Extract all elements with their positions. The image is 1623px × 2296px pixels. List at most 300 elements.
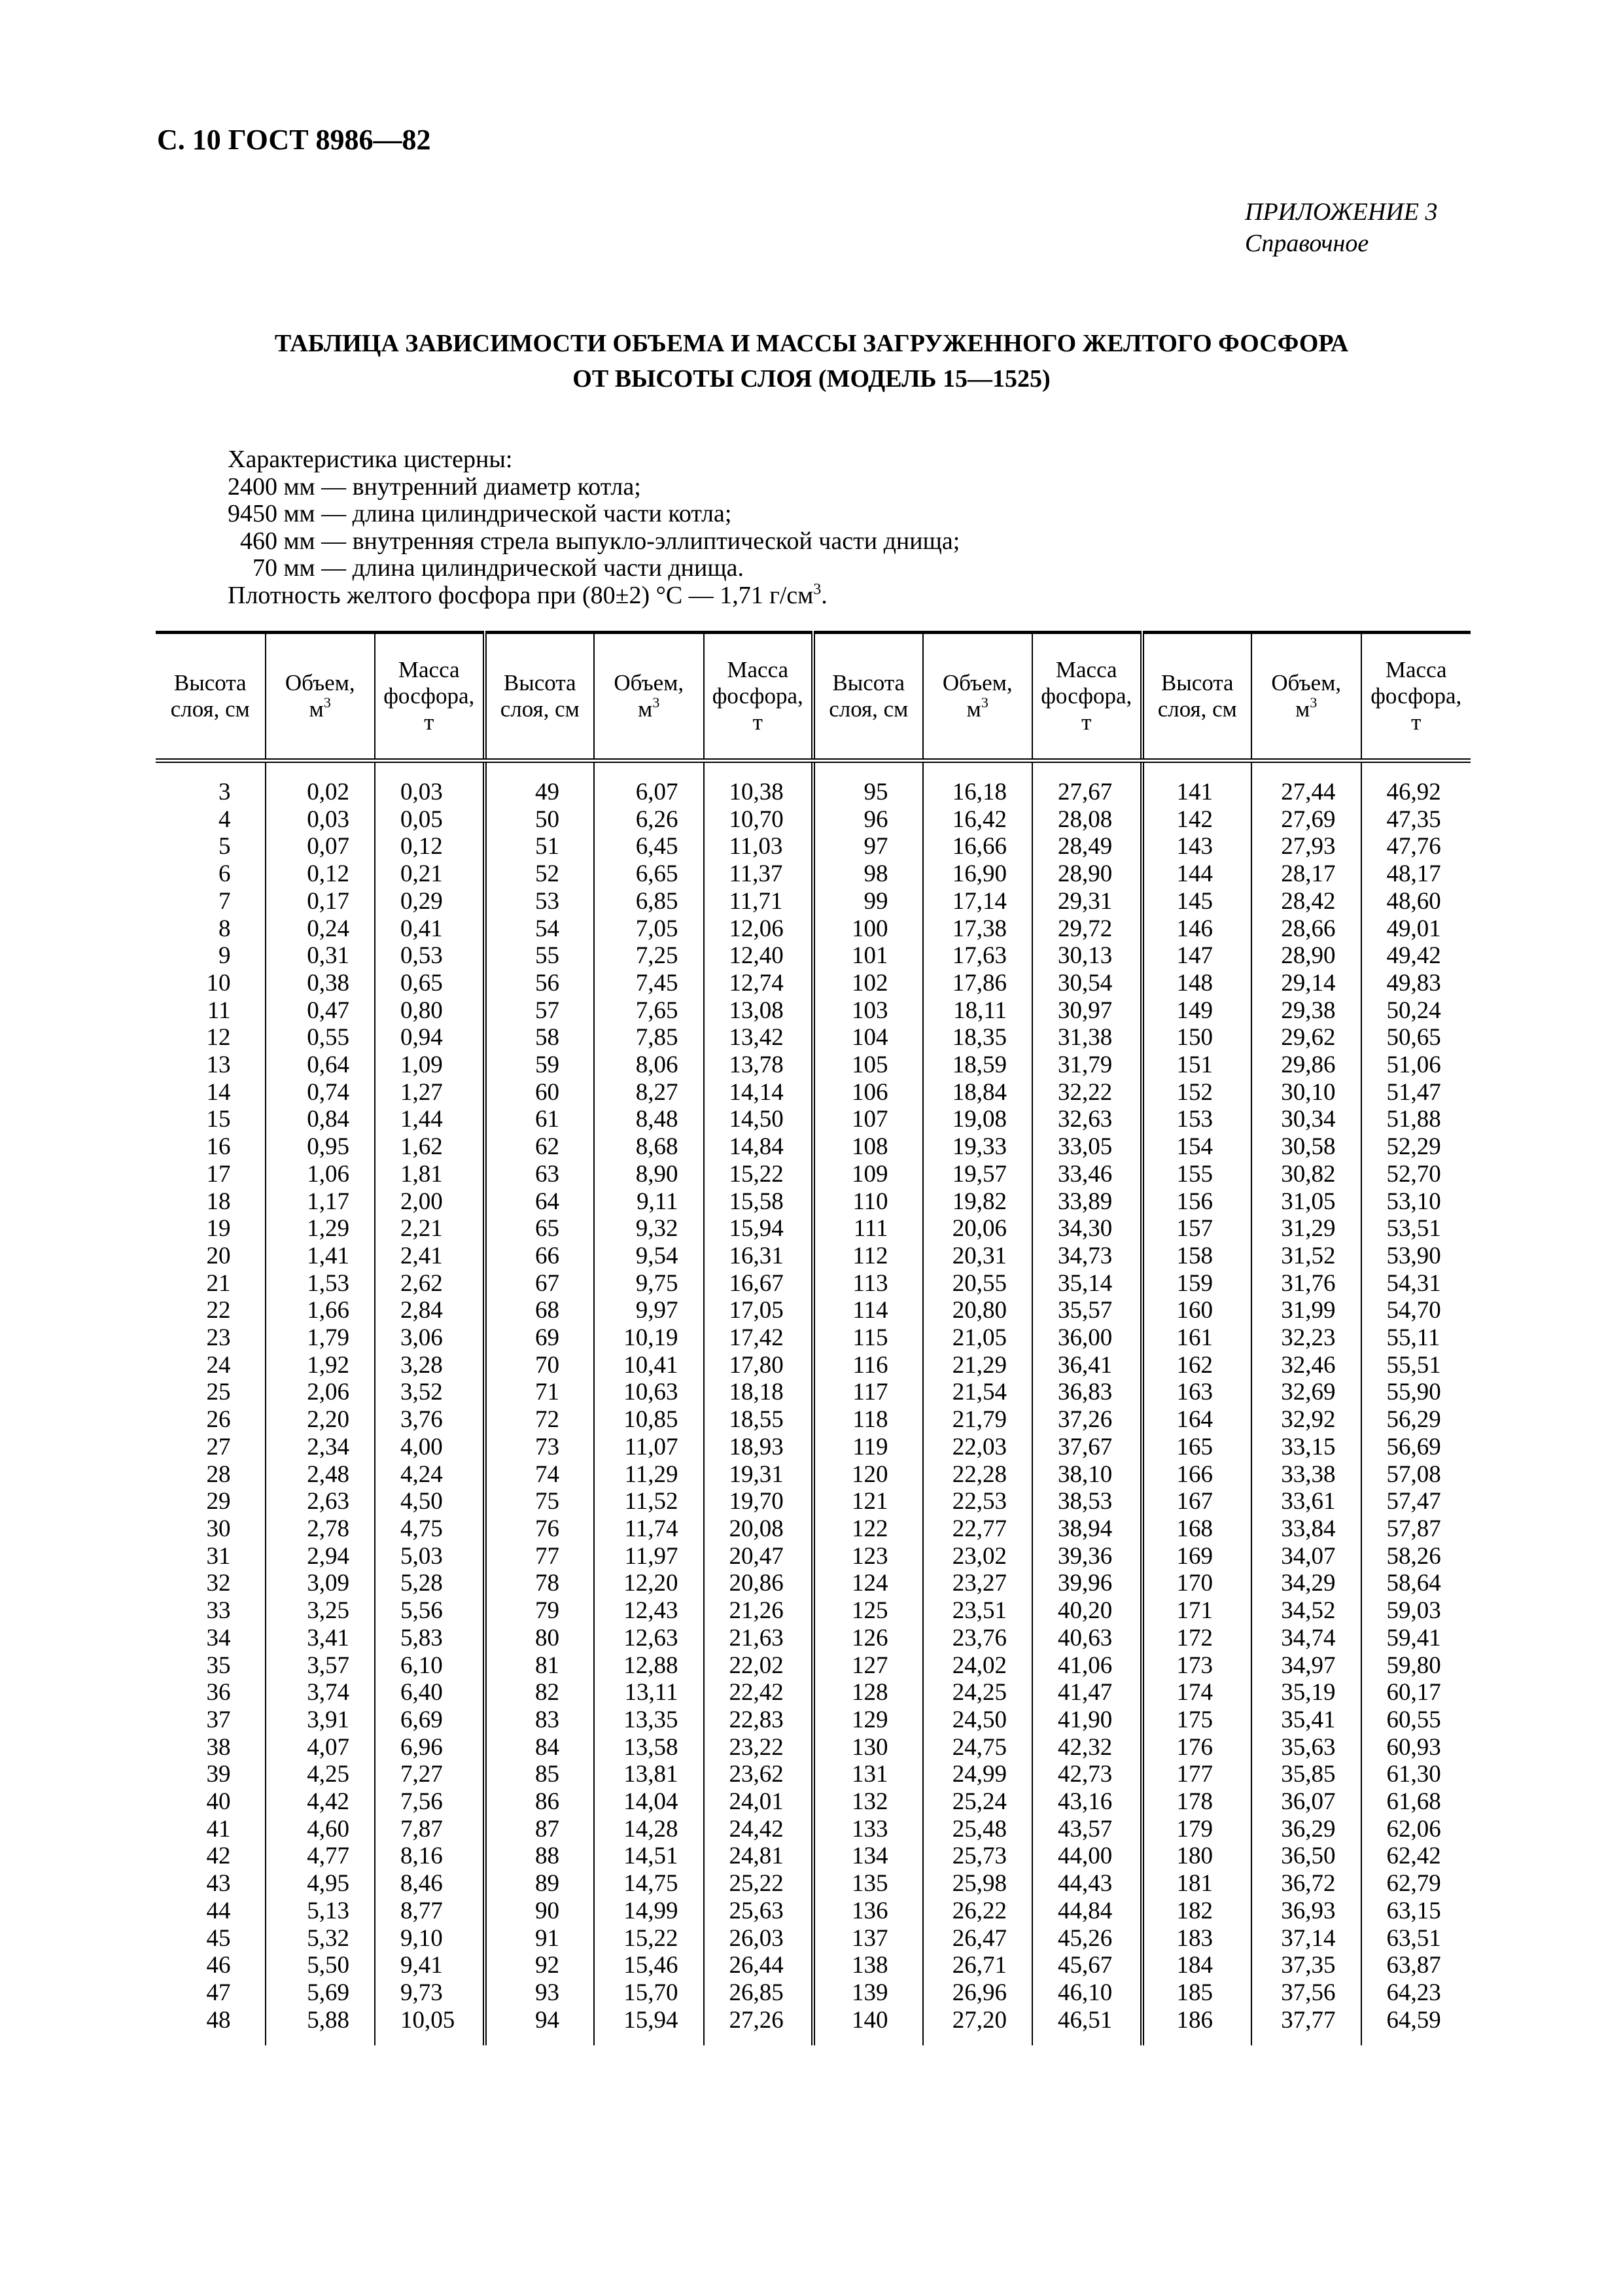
volume-cell: 3,74 bbox=[266, 1679, 375, 1706]
table-row bbox=[156, 1734, 1471, 1761]
height-cell: 167 bbox=[1142, 1488, 1252, 1515]
mass-cell: 40,20 bbox=[1032, 1597, 1142, 1625]
table-row bbox=[156, 833, 1471, 860]
height-cell: 180 bbox=[1142, 1843, 1252, 1870]
mass-cell: 4,24 bbox=[375, 1461, 485, 1489]
spacer-cell bbox=[375, 761, 485, 779]
volume-cell: 1,41 bbox=[266, 1243, 375, 1270]
height-cell: 131 bbox=[813, 1761, 923, 1788]
height-cell: 74 bbox=[485, 1461, 595, 1489]
height-cell: 35 bbox=[206, 1651, 231, 1679]
height-cell: 152 bbox=[1142, 1079, 1252, 1106]
volume-cell: 19,08 bbox=[923, 1106, 1033, 1133]
header-height-line1: Высота bbox=[832, 670, 905, 696]
height-cell: 44 bbox=[206, 1897, 231, 1924]
height-cell: 16 bbox=[206, 1133, 231, 1161]
volume-cell: 8,90 bbox=[594, 1161, 704, 1188]
mass-cell: 40,63 bbox=[1032, 1625, 1142, 1652]
volume-cell: 33,84 bbox=[1251, 1515, 1361, 1543]
height-cell: 23 bbox=[206, 1324, 231, 1352]
spacer-cell bbox=[1361, 2034, 1471, 2045]
height-cell: 105 bbox=[813, 1051, 923, 1079]
volume-cell: 23,02 bbox=[923, 1543, 1033, 1570]
height-cell: 118 bbox=[813, 1406, 923, 1434]
table-row bbox=[156, 1352, 1471, 1379]
table-spacer-row bbox=[156, 761, 1471, 779]
volume-cell: 4,60 bbox=[266, 1816, 375, 1843]
height-cell: 134 bbox=[813, 1843, 923, 1870]
mass-cell: 42,73 bbox=[1032, 1761, 1142, 1788]
table-row bbox=[156, 1543, 1471, 1570]
height-cell: 9 bbox=[218, 942, 231, 970]
height-cell: 5 bbox=[218, 833, 231, 860]
height-cell: 3 bbox=[218, 779, 231, 805]
header-volume-unit-sup: 3 bbox=[323, 694, 331, 711]
mass-cell: 1,27 bbox=[375, 1079, 485, 1106]
header-volume bbox=[266, 633, 375, 761]
height-cell: 109 bbox=[813, 1161, 923, 1188]
height-cell: 6 bbox=[218, 860, 231, 888]
mass-cell: 64,59 bbox=[1361, 2007, 1471, 2034]
volume-cell: 4,77 bbox=[266, 1843, 375, 1870]
document-title bbox=[0, 326, 1623, 397]
height-cell: 65 bbox=[485, 1215, 595, 1243]
mass-cell: 24,81 bbox=[704, 1843, 814, 1870]
table-row bbox=[156, 1816, 1471, 1843]
height-cell: 143 bbox=[1142, 833, 1252, 860]
volume-cell: 13,81 bbox=[594, 1761, 704, 1788]
spacer-cell bbox=[156, 2034, 266, 2045]
mass-cell: 10,05 bbox=[375, 2007, 485, 2034]
volume-cell: 7,25 bbox=[594, 942, 704, 970]
height-cell: 14 bbox=[206, 1078, 231, 1106]
mass-cell: 41,47 bbox=[1032, 1679, 1142, 1706]
mass-cell: 52,70 bbox=[1361, 1161, 1471, 1188]
volume-cell: 32,23 bbox=[1251, 1324, 1361, 1352]
volume-cell: 0,07 bbox=[266, 833, 375, 860]
height-cell: 12 bbox=[206, 1024, 231, 1051]
height-cell: 113 bbox=[813, 1270, 923, 1298]
table-row bbox=[156, 915, 1471, 943]
mass-cell: 0,41 bbox=[375, 915, 485, 943]
height-cell: 76 bbox=[485, 1515, 595, 1543]
header-volume-line1: Объем, bbox=[1271, 670, 1342, 696]
mass-cell: 1,81 bbox=[375, 1161, 485, 1188]
height-cell: 174 bbox=[1142, 1679, 1252, 1706]
header-volume-line1: Объем, bbox=[285, 670, 355, 696]
height-cell: 52 bbox=[485, 860, 595, 888]
volume-cell: 6,85 bbox=[594, 888, 704, 915]
height-cell: 45 bbox=[206, 1924, 231, 1952]
header-volume bbox=[923, 633, 1033, 761]
table-row bbox=[156, 860, 1471, 888]
mass-cell: 63,15 bbox=[1361, 1898, 1471, 1925]
mass-cell: 0,94 bbox=[375, 1024, 485, 1051]
volume-cell: 21,79 bbox=[923, 1406, 1033, 1434]
height-cell: 186 bbox=[1142, 2007, 1252, 2034]
volume-cell: 12,43 bbox=[594, 1597, 704, 1625]
mass-cell: 8,46 bbox=[375, 1870, 485, 1898]
height-cell: 82 bbox=[485, 1679, 595, 1706]
table-row bbox=[156, 1133, 1471, 1161]
mass-cell: 33,89 bbox=[1032, 1188, 1142, 1216]
height-cell: 19 bbox=[206, 1215, 231, 1243]
volume-cell: 25,98 bbox=[923, 1870, 1033, 1898]
volume-cell: 9,54 bbox=[594, 1243, 704, 1270]
volume-cell: 19,82 bbox=[923, 1188, 1033, 1216]
height-cell: 85 bbox=[485, 1761, 595, 1788]
height-cell: 156 bbox=[1142, 1188, 1252, 1216]
height-cell: 141 bbox=[1142, 779, 1252, 806]
mass-cell: 13,08 bbox=[704, 997, 814, 1025]
height-cell: 163 bbox=[1142, 1379, 1252, 1406]
mass-cell: 13,42 bbox=[704, 1024, 814, 1051]
characteristic-item: 460 мм — внутренняя стрела выпукло-эллиптической части днища; bbox=[228, 527, 960, 555]
height-cell: 145 bbox=[1142, 888, 1252, 915]
mass-cell: 26,03 bbox=[704, 1925, 814, 1952]
density-end: . bbox=[821, 581, 828, 609]
mass-cell: 45,26 bbox=[1032, 1925, 1142, 1952]
table-row bbox=[156, 1843, 1471, 1870]
volume-cell: 9,97 bbox=[594, 1297, 704, 1324]
volume-cell: 27,93 bbox=[1251, 833, 1361, 860]
table-row bbox=[156, 1870, 1471, 1898]
mass-cell: 32,22 bbox=[1032, 1079, 1142, 1106]
volume-cell: 26,71 bbox=[923, 1952, 1033, 1979]
mass-cell: 34,73 bbox=[1032, 1243, 1142, 1270]
volume-cell: 8,06 bbox=[594, 1051, 704, 1079]
appendix-type: Справочное bbox=[1245, 230, 1369, 257]
mass-cell: 31,79 bbox=[1032, 1051, 1142, 1079]
table-row bbox=[156, 2007, 1471, 2034]
volume-cell: 3,91 bbox=[266, 1706, 375, 1734]
height-cell: 30 bbox=[206, 1515, 231, 1542]
mass-cell: 53,10 bbox=[1361, 1188, 1471, 1216]
mass-cell: 30,54 bbox=[1032, 970, 1142, 997]
height-cell: 148 bbox=[1142, 970, 1252, 997]
height-cell: 159 bbox=[1142, 1270, 1252, 1298]
height-cell: 59 bbox=[485, 1051, 595, 1079]
height-cell: 73 bbox=[485, 1434, 595, 1461]
volume-cell: 32,69 bbox=[1251, 1379, 1361, 1406]
volume-cell: 15,94 bbox=[594, 2007, 704, 2034]
mass-cell: 30,13 bbox=[1032, 942, 1142, 970]
header-height-line2: слоя, см bbox=[500, 696, 580, 722]
volume-cell: 8,68 bbox=[594, 1133, 704, 1161]
spacer-cell bbox=[485, 761, 595, 779]
table-row bbox=[156, 1270, 1471, 1298]
mass-cell: 46,92 bbox=[1361, 779, 1471, 806]
mass-cell: 5,56 bbox=[375, 1597, 485, 1625]
volume-cell: 21,54 bbox=[923, 1379, 1033, 1406]
height-cell: 185 bbox=[1142, 1979, 1252, 2007]
mass-cell: 56,69 bbox=[1361, 1434, 1471, 1461]
volume-cell: 3,25 bbox=[266, 1597, 375, 1625]
volume-cell: 5,13 bbox=[266, 1898, 375, 1925]
volume-cell: 14,75 bbox=[594, 1870, 704, 1898]
appendix-block bbox=[1245, 196, 1437, 259]
volume-cell: 34,07 bbox=[1251, 1543, 1361, 1570]
height-cell: 116 bbox=[813, 1352, 923, 1379]
mass-cell: 15,22 bbox=[704, 1161, 814, 1188]
volume-cell: 30,10 bbox=[1251, 1079, 1361, 1106]
height-cell: 66 bbox=[485, 1243, 595, 1270]
mass-cell: 18,55 bbox=[704, 1406, 814, 1434]
spacer-cell bbox=[1251, 761, 1361, 779]
height-cell: 128 bbox=[813, 1679, 923, 1706]
mass-cell: 54,70 bbox=[1361, 1297, 1471, 1324]
volume-cell: 0,24 bbox=[266, 915, 375, 943]
volume-cell: 21,29 bbox=[923, 1352, 1033, 1379]
height-cell: 49 bbox=[485, 779, 595, 806]
mass-cell: 2,21 bbox=[375, 1215, 485, 1243]
mass-cell: 61,68 bbox=[1361, 1788, 1471, 1816]
mass-cell: 44,43 bbox=[1032, 1870, 1142, 1898]
spacer-cell bbox=[156, 761, 266, 779]
table-row bbox=[156, 1652, 1471, 1680]
header-mass bbox=[1361, 633, 1471, 761]
volume-cell: 20,31 bbox=[923, 1243, 1033, 1270]
header-mass bbox=[1032, 633, 1142, 761]
header-volume-unit bbox=[925, 696, 1031, 722]
volume-cell: 34,74 bbox=[1251, 1625, 1361, 1652]
height-cell: 168 bbox=[1142, 1515, 1252, 1543]
height-cell: 36 bbox=[206, 1679, 231, 1706]
volume-cell: 11,07 bbox=[594, 1434, 704, 1461]
height-cell: 78 bbox=[485, 1570, 595, 1597]
mass-cell: 34,30 bbox=[1032, 1215, 1142, 1243]
mass-cell: 61,30 bbox=[1361, 1761, 1471, 1788]
height-cell: 33 bbox=[206, 1597, 231, 1625]
table-row bbox=[156, 1925, 1471, 1952]
volume-cell: 2,94 bbox=[266, 1543, 375, 1570]
height-cell: 125 bbox=[813, 1597, 923, 1625]
mass-cell: 35,14 bbox=[1032, 1270, 1142, 1298]
header-height-line2: слоя, см bbox=[170, 696, 250, 722]
height-cell: 175 bbox=[1142, 1706, 1252, 1734]
height-cell: 161 bbox=[1142, 1324, 1252, 1352]
spacer-cell bbox=[266, 2034, 375, 2045]
mass-cell: 17,80 bbox=[704, 1352, 814, 1379]
height-cell: 8 bbox=[218, 915, 231, 942]
height-cell: 130 bbox=[813, 1734, 923, 1761]
table-row bbox=[156, 1761, 1471, 1788]
table-row bbox=[156, 1570, 1471, 1597]
mass-cell: 15,58 bbox=[704, 1188, 814, 1216]
volume-cell: 26,47 bbox=[923, 1925, 1033, 1952]
mass-cell: 57,47 bbox=[1361, 1488, 1471, 1515]
header-height-line1: Высота bbox=[503, 670, 576, 696]
volume-cell: 30,82 bbox=[1251, 1161, 1361, 1188]
height-cell: 39 bbox=[206, 1761, 231, 1788]
height-cell: 150 bbox=[1142, 1024, 1252, 1051]
volume-cell: 31,29 bbox=[1251, 1215, 1361, 1243]
mass-cell: 5,83 bbox=[375, 1625, 485, 1652]
height-cell: 43 bbox=[206, 1870, 231, 1898]
mass-cell: 4,50 bbox=[375, 1488, 485, 1515]
volume-cell: 5,32 bbox=[266, 1925, 375, 1952]
height-cell: 126 bbox=[813, 1625, 923, 1652]
height-cell: 172 bbox=[1142, 1625, 1252, 1652]
header-volume-unit bbox=[596, 696, 702, 722]
volume-cell: 24,50 bbox=[923, 1706, 1033, 1734]
height-cell: 114 bbox=[813, 1297, 923, 1324]
height-cell: 146 bbox=[1142, 915, 1252, 943]
mass-cell: 46,10 bbox=[1032, 1979, 1142, 2007]
height-cell: 122 bbox=[813, 1515, 923, 1543]
height-cell: 7 bbox=[218, 887, 231, 915]
mass-cell: 3,28 bbox=[375, 1352, 485, 1379]
mass-cell: 60,93 bbox=[1361, 1734, 1471, 1761]
mass-cell: 0,53 bbox=[375, 942, 485, 970]
volume-cell: 27,20 bbox=[923, 2007, 1033, 2034]
volume-cell: 1,17 bbox=[266, 1188, 375, 1216]
volume-cell: 8,48 bbox=[594, 1106, 704, 1133]
table-row bbox=[156, 1079, 1471, 1106]
mass-cell: 57,87 bbox=[1361, 1515, 1471, 1543]
volume-cell: 32,92 bbox=[1251, 1406, 1361, 1434]
height-cell: 83 bbox=[485, 1706, 595, 1734]
spacer-cell bbox=[1361, 761, 1471, 779]
height-cell: 60 bbox=[485, 1079, 595, 1106]
mass-cell: 22,83 bbox=[704, 1706, 814, 1734]
height-cell: 151 bbox=[1142, 1051, 1252, 1079]
height-cell: 149 bbox=[1142, 997, 1252, 1025]
spacer-cell bbox=[594, 2034, 704, 2045]
header-mass-line3: т bbox=[752, 709, 763, 735]
height-cell: 101 bbox=[813, 942, 923, 970]
volume-cell: 16,18 bbox=[923, 779, 1033, 806]
header-height bbox=[1142, 633, 1252, 761]
mass-cell: 49,83 bbox=[1361, 970, 1471, 997]
volume-cell: 28,17 bbox=[1251, 860, 1361, 888]
volume-cell: 25,24 bbox=[923, 1788, 1033, 1816]
height-cell: 37 bbox=[206, 1706, 231, 1733]
mass-cell: 28,49 bbox=[1032, 833, 1142, 860]
height-cell: 135 bbox=[813, 1870, 923, 1898]
density-superscript: 3 bbox=[813, 580, 822, 598]
volume-cell: 35,19 bbox=[1251, 1679, 1361, 1706]
volume-cell: 6,07 bbox=[594, 779, 704, 806]
volume-cell: 0,64 bbox=[266, 1051, 375, 1079]
height-cell: 67 bbox=[485, 1270, 595, 1298]
table-row bbox=[156, 1788, 1471, 1816]
mass-cell: 0,29 bbox=[375, 888, 485, 915]
header-volume-unit-sup: 3 bbox=[652, 694, 660, 711]
mass-cell: 8,77 bbox=[375, 1898, 485, 1925]
volume-cell: 21,05 bbox=[923, 1324, 1033, 1352]
header-mass-line3: т bbox=[1081, 709, 1092, 735]
volume-cell: 18,11 bbox=[923, 997, 1033, 1025]
mass-cell: 57,08 bbox=[1361, 1461, 1471, 1489]
height-cell: 80 bbox=[485, 1625, 595, 1652]
header-mass bbox=[704, 633, 814, 761]
mass-cell: 48,60 bbox=[1361, 888, 1471, 915]
volume-cell: 6,26 bbox=[594, 806, 704, 834]
height-cell: 108 bbox=[813, 1133, 923, 1161]
mass-cell: 16,31 bbox=[704, 1243, 814, 1270]
spacer-cell bbox=[375, 2034, 485, 2045]
mass-cell: 41,90 bbox=[1032, 1706, 1142, 1734]
height-cell: 29 bbox=[206, 1488, 231, 1515]
height-cell: 106 bbox=[813, 1079, 923, 1106]
volume-cell: 31,99 bbox=[1251, 1297, 1361, 1324]
height-cell: 50 bbox=[485, 806, 595, 834]
volume-cell: 1,29 bbox=[266, 1215, 375, 1243]
mass-cell: 35,57 bbox=[1032, 1297, 1142, 1324]
mass-cell: 10,70 bbox=[704, 806, 814, 834]
height-cell: 171 bbox=[1142, 1597, 1252, 1625]
table-row bbox=[156, 1406, 1471, 1434]
volume-cell: 3,41 bbox=[266, 1625, 375, 1652]
height-cell: 61 bbox=[485, 1106, 595, 1133]
mass-cell: 55,11 bbox=[1361, 1324, 1471, 1352]
volume-cell: 14,99 bbox=[594, 1898, 704, 1925]
mass-cell: 0,03 bbox=[375, 779, 485, 806]
volume-cell: 9,11 bbox=[594, 1188, 704, 1216]
height-cell: 157 bbox=[1142, 1215, 1252, 1243]
volume-cell: 25,48 bbox=[923, 1816, 1033, 1843]
height-cell: 72 bbox=[485, 1406, 595, 1434]
characteristic-item: 2400 мм — внутренний диаметр котла; bbox=[228, 472, 641, 501]
table-row bbox=[156, 1488, 1471, 1515]
volume-cell: 9,32 bbox=[594, 1215, 704, 1243]
mass-cell: 50,24 bbox=[1361, 997, 1471, 1025]
height-cell: 183 bbox=[1142, 1925, 1252, 1952]
volume-cell: 11,29 bbox=[594, 1461, 704, 1489]
volume-cell: 7,05 bbox=[594, 915, 704, 943]
height-cell: 178 bbox=[1142, 1788, 1252, 1816]
height-cell: 42 bbox=[206, 1843, 231, 1870]
mass-cell: 43,57 bbox=[1032, 1816, 1142, 1843]
mass-cell: 51,88 bbox=[1361, 1106, 1471, 1133]
volume-cell: 30,58 bbox=[1251, 1133, 1361, 1161]
mass-cell: 7,27 bbox=[375, 1761, 485, 1788]
mass-cell: 43,16 bbox=[1032, 1788, 1142, 1816]
height-cell: 51 bbox=[485, 833, 595, 860]
mass-cell: 39,96 bbox=[1032, 1570, 1142, 1597]
volume-cell: 24,25 bbox=[923, 1679, 1033, 1706]
volume-cell: 36,93 bbox=[1251, 1898, 1361, 1925]
mass-cell: 60,55 bbox=[1361, 1706, 1471, 1734]
volume-cell: 0,03 bbox=[266, 806, 375, 834]
header-volume-unit-text: м bbox=[638, 696, 653, 722]
mass-cell: 5,28 bbox=[375, 1570, 485, 1597]
spacer-cell bbox=[704, 761, 814, 779]
height-cell: 28 bbox=[206, 1460, 231, 1488]
height-cell: 54 bbox=[485, 915, 595, 943]
height-cell: 4 bbox=[218, 805, 231, 833]
volume-cell: 24,99 bbox=[923, 1761, 1033, 1788]
mass-cell: 14,14 bbox=[704, 1079, 814, 1106]
volume-cell: 6,45 bbox=[594, 833, 704, 860]
mass-cell: 2,00 bbox=[375, 1188, 485, 1216]
mass-cell: 53,51 bbox=[1361, 1215, 1471, 1243]
mass-cell: 38,94 bbox=[1032, 1515, 1142, 1543]
height-cell: 164 bbox=[1142, 1406, 1252, 1434]
header-mass-line2: фосфора, bbox=[712, 683, 803, 709]
header-height-line2: слоя, см bbox=[1157, 696, 1237, 722]
mass-cell: 0,65 bbox=[375, 970, 485, 997]
height-cell: 27 bbox=[206, 1433, 231, 1460]
volume-cell: 37,56 bbox=[1251, 1979, 1361, 2007]
mass-cell: 44,84 bbox=[1032, 1898, 1142, 1925]
title-line-2: ОТ ВЫСОТЫ СЛОЯ (МОДЕЛЬ 15—1525) bbox=[572, 365, 1051, 393]
height-cell: 53 bbox=[485, 888, 595, 915]
volume-cell: 31,52 bbox=[1251, 1243, 1361, 1270]
height-cell: 79 bbox=[485, 1597, 595, 1625]
header-volume-unit bbox=[1253, 696, 1359, 722]
